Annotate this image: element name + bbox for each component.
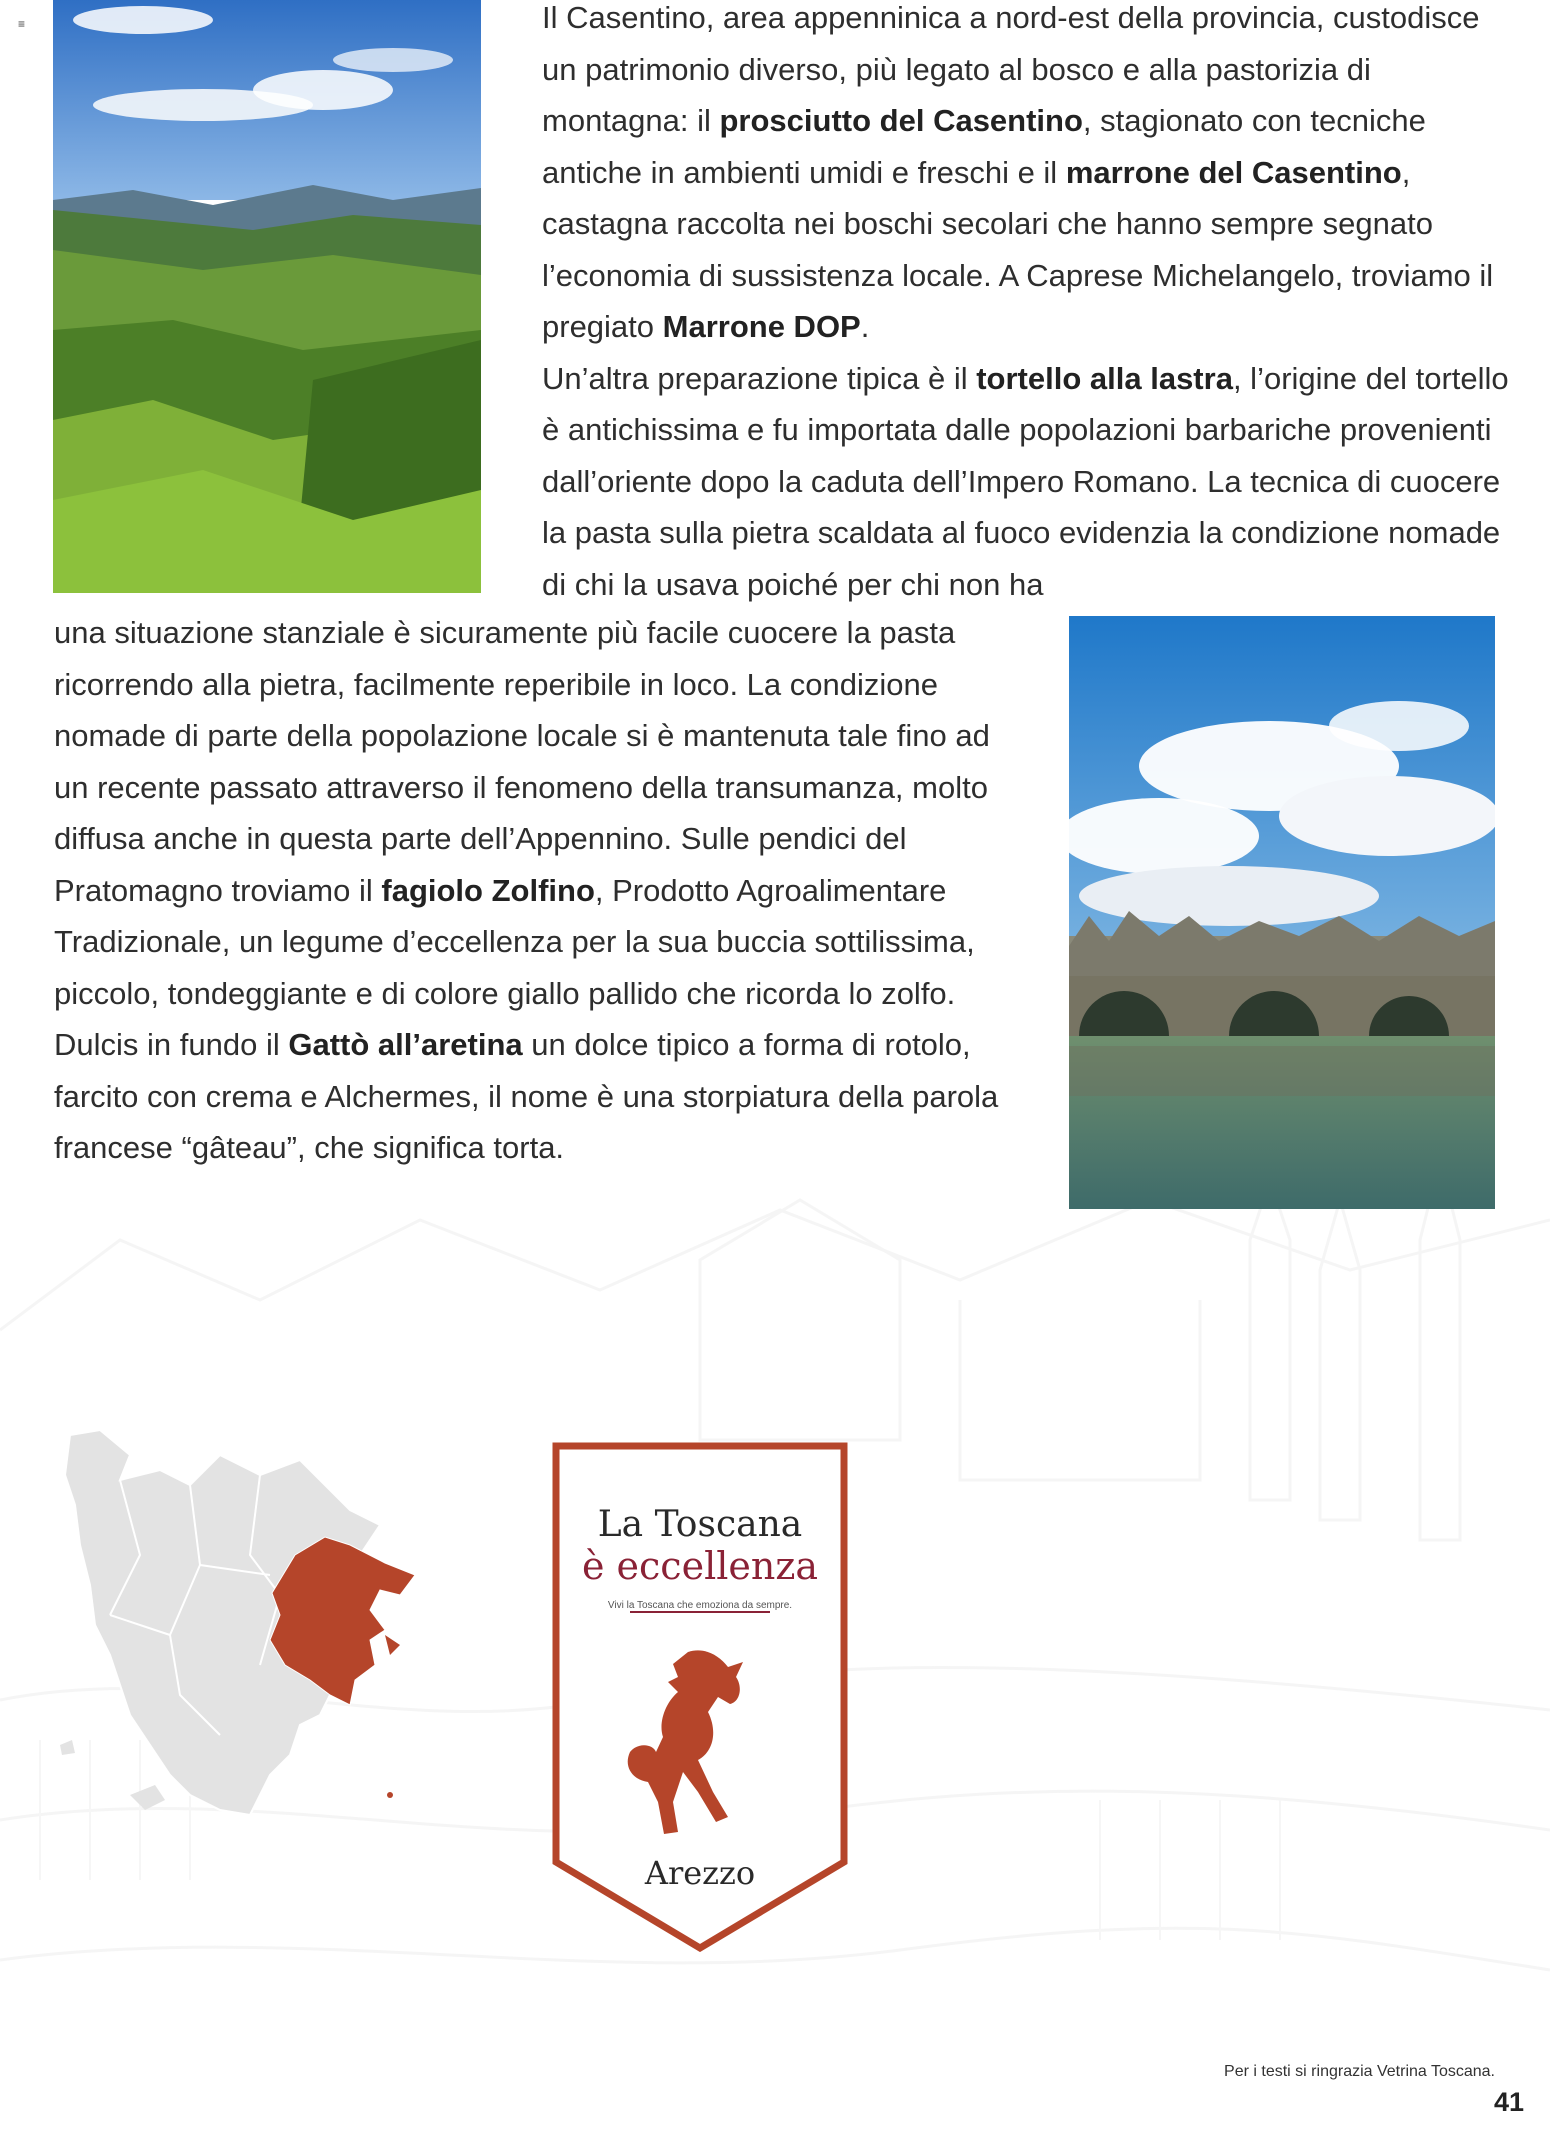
highlight-marrone-casentino: marrone del Casentino	[1065, 154, 1402, 190]
stone-bridge-photo	[1069, 616, 1495, 1209]
highlight-marrone-dop: Marrone DOP	[662, 309, 861, 344]
page-number: 41	[1493, 2087, 1524, 2117]
highlight-tortello: tortello alla lastra	[976, 360, 1233, 396]
badge-title-line2: è eccellenza	[581, 1544, 819, 1588]
badge-tagline: Vivi la Toscana che emoziona da sempre.	[607, 1600, 793, 1611]
tuscany-map	[50, 1415, 550, 1845]
badge-title-line1: La Toscana	[597, 1504, 803, 1545]
hamburger-icon[interactable]: ≡	[18, 17, 26, 31]
rearing-horse-icon	[618, 1642, 778, 1842]
article-text-top: Il Casentino, area appenninica a nord-est della provincia, custodisce un patrimonio diverso, più legato al bosco e alla pastorizia di montagna: il prosciutto del Casentino, stagionato con tecniche antiche in ambienti umidi e freschi e il marrone del Casentino, castagna raccolta nei boschi secolari che hanno sempre segnato l’economia di sussistenza locale. A Caprese Michelangelo, troviamo il pregiato Marrone DOP. Un’altra preparazione tipica è il tortello alla lastra, l’origine del tortello è antichissima e fu importata dalle popolazioni barbariche provenienti dall’oriente dopo la caduta dell’Impero Romano. La tecnica di cuocere la pasta sulla pietra scaldata al fuoco evidenzia la condizione nomade di chi la usava poiché per chi non ha	[542, 0, 1509, 602]
toscana-eccellenza-badge	[550, 1442, 850, 1952]
credits-note: Per i testi si ringrazia Vetrina Toscana.	[1224, 2063, 1495, 2080]
highlight-fagiolo-zolfino: fagiolo Zolfino	[381, 872, 595, 908]
island	[130, 1785, 165, 1810]
casentino-hills-photo	[53, 0, 481, 593]
article-text-bottom: una situazione stanziale è sicuramente più facile cuocere la pasta ricorrendo alla pietra, facilmente reperibile in loco. La condizione nomade di parte della popolazione locale si è mantenuta tale fino ad un recente passato attraverso il fenomeno della transumanza, molto diffusa anche in questa parte dell’Appennino. Sulle pendici del Pratomagno troviamo il fagiolo Zolfino, Prodotto Agroalimentare Tradizionale, un legume d’eccellenza per la sua buccia sottilissima, piccolo, tondeggiante e di colore giallo pallido che ricorda lo zolfo. Dulcis in fundo il Gattò all’aretina un dolce tipico a forma di rotolo, farcito con crema e Alchermes, il nome è una storpiatura della parola francese “gâteau”, che significa torta.	[54, 615, 999, 1165]
island	[60, 1740, 75, 1755]
highlight-gatto-aretina: Gattò all’aretina	[288, 1027, 523, 1062]
badge-city: Arezzo	[644, 1854, 756, 1892]
highlight-prosciutto: prosciutto del Casentino	[719, 103, 1083, 138]
